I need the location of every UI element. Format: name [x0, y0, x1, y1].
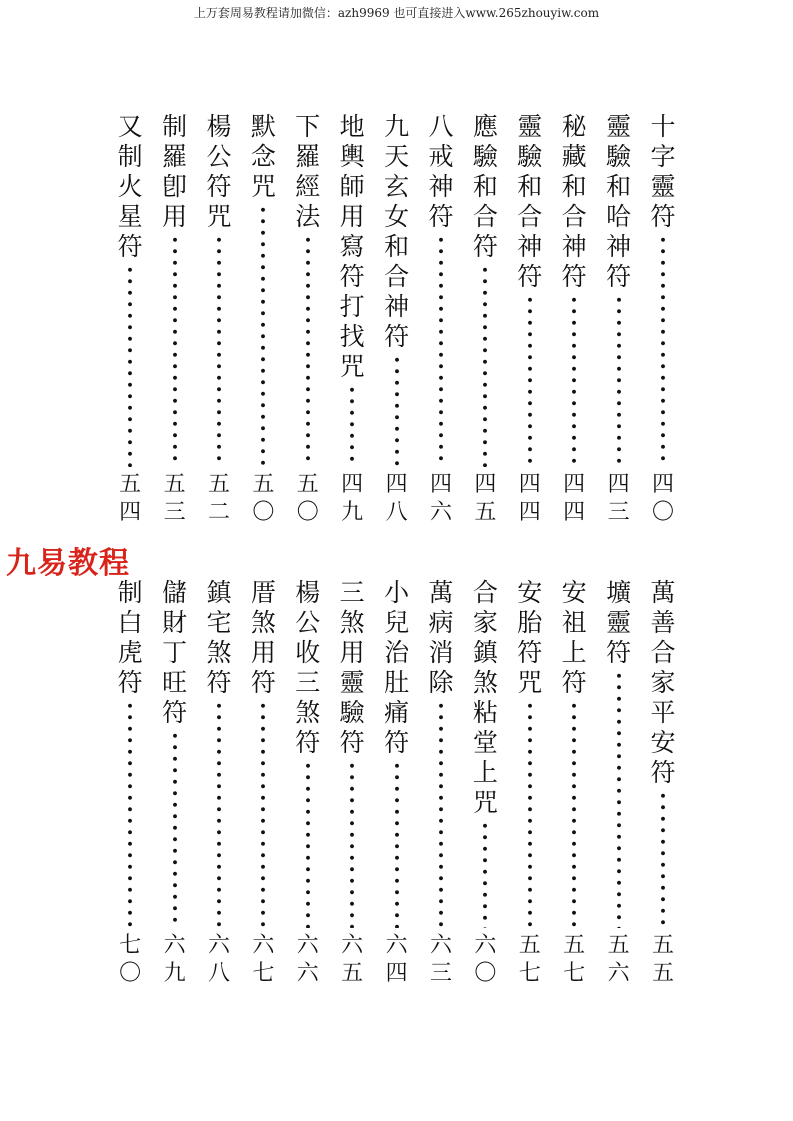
toc-entry-title: 萬 病 消 除 [428, 578, 454, 697]
toc-entry-page: 六 六 [296, 933, 319, 986]
toc-entry [469, 578, 501, 988]
toc-entry-page: 五 四 [119, 472, 142, 525]
toc-entry-page: 四 〇 [651, 472, 674, 525]
toc-entry-title: 應 驗 和 合 符 [472, 112, 498, 261]
toc-entry-page: 六 八 [207, 933, 230, 986]
dot-leader [438, 700, 444, 928]
dot-leader [305, 760, 311, 928]
dot-leader [394, 760, 400, 928]
toc-entry [247, 112, 279, 527]
dot-leader [260, 700, 266, 928]
dot-leader [482, 264, 488, 467]
toc-entry-title: 厝 煞 用 符 [250, 578, 276, 697]
toc-entry-page: 六 〇 [474, 933, 497, 986]
toc-entry [203, 578, 235, 988]
dot-leader [349, 760, 355, 928]
dot-leader [660, 790, 666, 928]
toc-entry-page: 五 五 [651, 933, 674, 986]
toc-entry-page: 四 九 [341, 472, 364, 525]
toc-entry-title: 萬 善 合 家 平 安 符 [650, 578, 676, 787]
dot-leader [482, 820, 488, 928]
dot-leader [571, 294, 577, 467]
toc-entry-title: 三 煞 用 靈 驗 符 [339, 578, 365, 757]
dot-leader [660, 234, 666, 467]
watermark-logo: 九易教程 [6, 546, 130, 581]
toc-entry [381, 112, 413, 527]
toc-entry-page: 五 〇 [252, 472, 275, 525]
dot-leader [216, 700, 222, 928]
toc-entry-page: 六 四 [385, 933, 408, 986]
toc-entry [114, 112, 146, 527]
toc-entry-title: 九 天 玄 女 和 合 神 符 [384, 112, 410, 351]
toc-entry [647, 578, 679, 988]
toc-entry-page: 四 四 [563, 472, 586, 525]
dot-leader [616, 294, 622, 467]
toc-entry [203, 112, 235, 527]
toc-entry-title: 鎮 宅 煞 符 [206, 578, 232, 697]
toc-entry [425, 112, 457, 527]
toc-entry [514, 112, 546, 527]
toc-entry-page: 五 六 [607, 933, 630, 986]
toc-entry [514, 578, 546, 988]
toc-entry [425, 578, 457, 988]
toc-entry [159, 112, 191, 527]
toc-entry-page: 四 五 [474, 472, 497, 525]
dot-leader [127, 700, 133, 928]
dot-leader [305, 234, 311, 467]
toc-entry [381, 578, 413, 988]
toc-entry-title: 地 輿 師 用 寫 符 打 找 咒 [339, 112, 365, 381]
toc-entry-title: 安 祖 上 符 [561, 578, 587, 697]
toc-entry-title: 制 羅 卽 用 [162, 112, 188, 231]
toc-entry [336, 578, 368, 988]
toc-entry-page: 五 七 [563, 933, 586, 986]
toc-entry-title: 合 家 鎮 煞 粘 堂 上 咒 [472, 578, 498, 817]
toc-entry [247, 578, 279, 988]
toc-entry-page: 六 九 [163, 933, 186, 986]
toc-entry [603, 112, 635, 527]
dot-leader [260, 204, 266, 467]
toc-entry [159, 578, 191, 988]
toc-entry [558, 578, 590, 988]
toc-upper-block [0, 112, 793, 527]
toc-entry [292, 578, 324, 988]
toc-entry-title: 儲 財 丁 旺 符 [162, 578, 188, 727]
toc-entry-page: 四 六 [429, 472, 452, 525]
toc-entry-page: 四 四 [518, 472, 541, 525]
toc-entry-page: 六 五 [341, 933, 364, 986]
toc-entry-title: 安 胎 符 咒 [517, 578, 543, 697]
toc-entry-title: 靈 驗 和 合 神 符 [517, 112, 543, 291]
toc-entry [114, 578, 146, 988]
toc-entry-title: 十 字 靈 符 [650, 112, 676, 231]
toc-entry [469, 112, 501, 527]
toc-entry-page: 四 八 [385, 472, 408, 525]
toc-entry [603, 578, 635, 988]
toc-entry-page: 七 〇 [119, 933, 142, 986]
toc-entry-title: 靈 驗 和 哈 神 符 [606, 112, 632, 291]
dot-leader [527, 294, 533, 467]
dot-leader [527, 700, 533, 928]
toc-entry-title: 又 制 火 星 符 [117, 112, 143, 261]
dot-leader [216, 234, 222, 467]
toc-entry-title: 壙 靈 符 [606, 578, 632, 667]
toc-entry-title: 秘 藏 和 合 神 符 [561, 112, 587, 291]
toc-entry [336, 112, 368, 527]
toc-entry-page: 六 三 [429, 933, 452, 986]
toc-lower-block [0, 578, 793, 988]
toc-entry-title: 制 白 虎 符 [117, 578, 143, 697]
toc-entry-page: 五 三 [163, 472, 186, 525]
toc-entry-title: 楊 公 收 三 煞 符 [295, 578, 321, 757]
toc-entry [647, 112, 679, 527]
page-header: 上万套周易教程请加微信：azh9969 也可直接进入www.265zhouyiw.com [193, 6, 600, 20]
dot-leader [127, 264, 133, 467]
toc-entry-page: 五 〇 [296, 472, 319, 525]
toc-entry-page: 五 二 [207, 472, 230, 525]
dot-leader [349, 384, 355, 467]
toc-entry-page: 四 三 [607, 472, 630, 525]
toc-entry-title: 八 戒 神 符 [428, 112, 454, 231]
dot-leader [571, 700, 577, 928]
toc-entry [292, 112, 324, 527]
dot-leader [616, 670, 622, 928]
dot-leader [394, 354, 400, 467]
toc-entry-title: 下 羅 經 法 [295, 112, 321, 231]
toc-entry-page: 六 七 [252, 933, 275, 986]
toc-entry-title: 小 兒 治 肚 痛 符 [384, 578, 410, 757]
toc-entry-title: 楊 公 符 咒 [206, 112, 232, 231]
toc-entry [558, 112, 590, 527]
dot-leader [172, 730, 178, 928]
toc-entry-title: 默 念 咒 [250, 112, 276, 201]
dot-leader [172, 234, 178, 467]
dot-leader [438, 234, 444, 467]
toc-entry-page: 五 七 [518, 933, 541, 986]
